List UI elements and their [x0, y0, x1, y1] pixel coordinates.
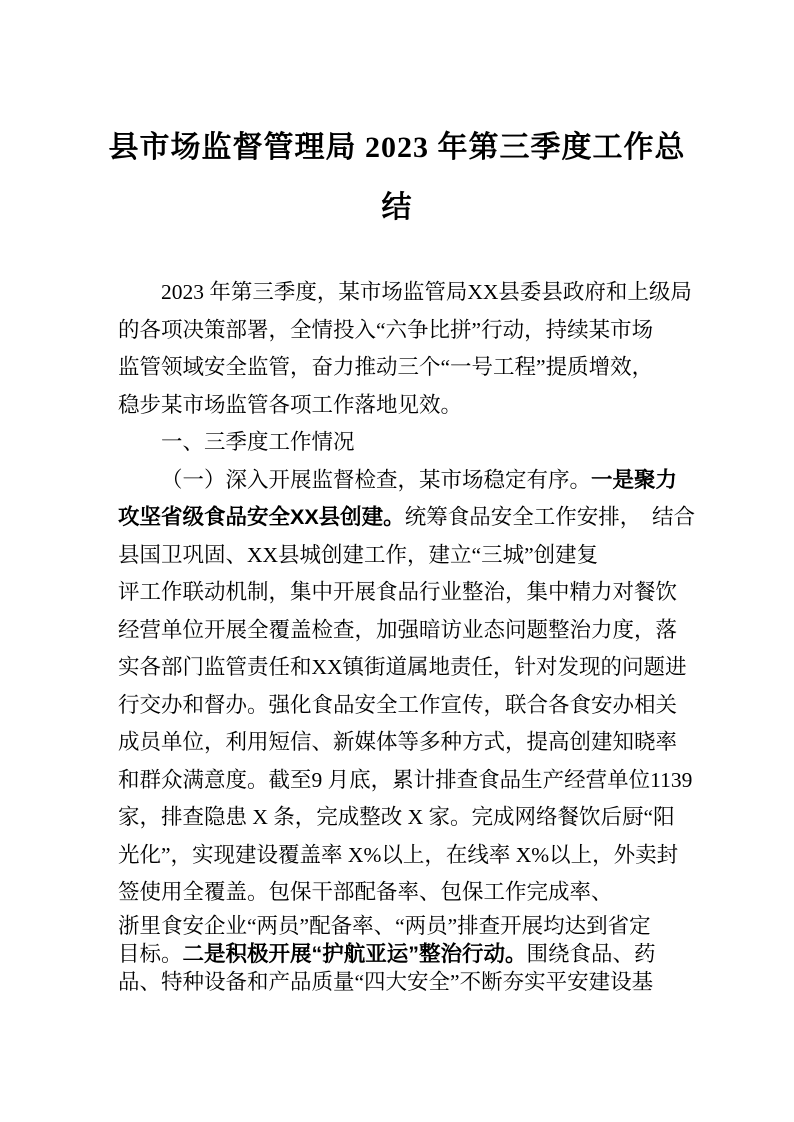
bold-text-run: 二是积极开展“护航亚运”整治行动。 [182, 941, 527, 966]
text-run: 行交办和督办。强化食品安全工作宣传，联合各食安办相关 [118, 692, 678, 717]
text-run: 签使用全覆盖。包保干部配备率、包保工作完成率、 [118, 880, 613, 904]
text-line [118, 912, 678, 940]
text-line [118, 874, 678, 912]
text-line [118, 499, 695, 537]
document-body [118, 274, 695, 996]
text-line [118, 424, 678, 462]
text-run: 目标。 [118, 941, 183, 966]
text-run: 评工作联动机制，集中开展食品行业整治，集中精力对餐饮 [118, 580, 678, 604]
text-line [118, 349, 678, 387]
bold-text-run: 一是聚力 [591, 467, 678, 492]
text-line [118, 312, 678, 350]
text-run: 县国卫巩固、XX县城创建工作，建立“三城”创建复 [118, 542, 599, 567]
text-run: 一、三季度工作情况 [161, 430, 355, 454]
text-run: 的各项决策部署，全情投入“六争比拼”行动，持续某市场 [118, 317, 654, 342]
text-run: 监管领域安全监管，奋力推动三个“一号工程”提质增效， [118, 355, 654, 379]
text-line [118, 649, 687, 687]
text-line [118, 837, 678, 875]
bold-text-run: 攻坚省级食品安全XX县创建。 [118, 505, 405, 529]
text-line [118, 612, 678, 650]
text-run: 光化”，实现建设覆盖率 X%以上，在线率 X%以上，外卖封 [118, 842, 679, 867]
text-run: 围绕食品、药 [526, 941, 656, 966]
text-run: 浙里食安企业“两员”配备率、“两员”排查开展均达到省定 [118, 913, 651, 938]
text-run: 稳步某市场监管各项工作落地见效。 [118, 392, 463, 417]
text-line [118, 799, 678, 837]
text-run: 统筹食品安全工作安排， 结合 [404, 505, 695, 529]
text-run: 成员单位，利用短信、新媒体等多种方式，提高创建知晓率 [118, 730, 678, 754]
text-run: 和群众满意度。截至9 月底，累计排查食品生产经营单位1139 [118, 767, 693, 792]
text-line [118, 940, 678, 968]
text-line [118, 724, 678, 762]
text-run: 家，排查隐患 X 条，完成整改 X 家。完成网络餐饮后厨“阳 [118, 805, 675, 829]
text-line [118, 687, 678, 725]
text-run: 经营单位开展全覆盖检查，加强暗访业态问题整治力度，落 [118, 617, 678, 642]
text-line [118, 537, 678, 575]
title-line-1: 县市场监督管理局 2023 年第三季度工作总 [108, 131, 686, 164]
text-line [118, 762, 693, 800]
text-run: 实各部门监管责任和XX镇街道属地责任，针对发现的问题进 [118, 655, 687, 679]
text-run: 2023 年第三季度，某市场监管局XX县委县政府和上级局 [161, 280, 692, 304]
text-run: （一）深入开展监督检查，某市场稳定有序。 [161, 467, 592, 492]
text-line [118, 387, 678, 425]
text-line [118, 274, 692, 312]
document-title [0, 0, 794, 238]
title-line-2: 结 [381, 191, 413, 224]
text-line [118, 968, 678, 996]
text-line [118, 574, 678, 612]
text-run: 品、特种设备和产品质量“四大安全”不断夯实平安建设基 [118, 969, 654, 994]
text-line [118, 462, 678, 500]
